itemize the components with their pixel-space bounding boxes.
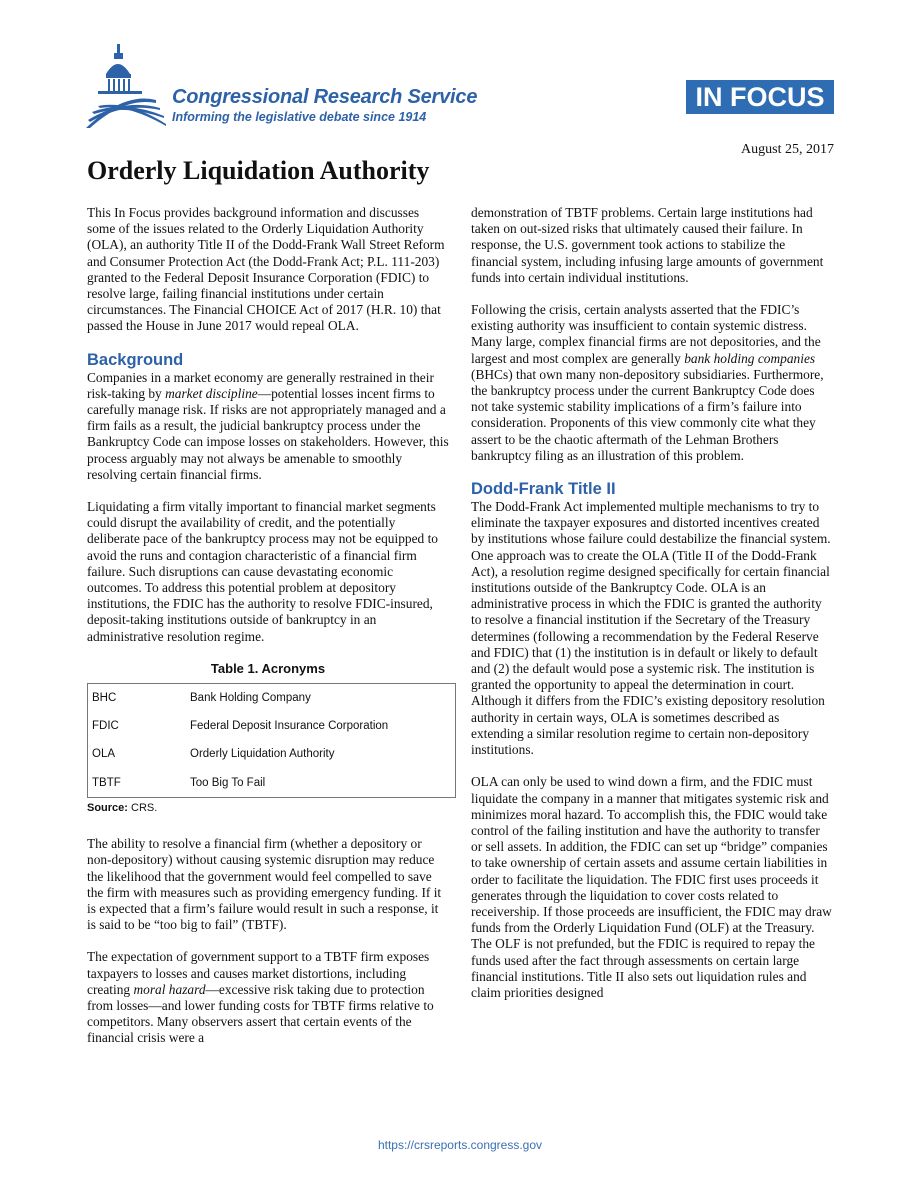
capitol-dome-icon (84, 40, 184, 132)
acronym-definition: Bank Holding Company (190, 692, 311, 705)
page-title: Orderly Liquidation Authority (87, 156, 430, 185)
dodd-frank-paragraph: The Dodd-Frank Act implemented multiple mechanisms to try to eliminate the taxpayer exposures and distorted incentives created by institutions whose failure could destabilize the financial system. One approach was to create the OLA (Title II of the Dodd-Frank Act), a resolution regime designed specifically for certain financial institutions outside of the Bankruptcy Code. OLA is an administrative process in which the FDIC is granted the authority to resolve a financial institution if the Secretary of the Treasury determines (following a recommendation by the Federal Reserve and FDIC) that (1) the institution is in default or likely to default and (2) the default would pose a systemic risk. The institution is granted the opportunity to appeal the determination in court. Although it differs from the FDIC’s existing depository resolution authority in certain ways, OLA is sometimes described as extending a similar resolution regime to certain non-depository institutions. (471, 499, 831, 758)
left-column (87, 205, 449, 1063)
background-paragraph-1: Companies in a market economy are generally restrained in their risk-taking by market discipline—potential losses incent firms to carefully manage risk. If risks are not appropriately managed and a firm fails as a result, the judicial bankruptcy process under the Bankruptcy Code can impose losses on stakeholders. However, this process arguably may not always be amenable to smoothly resolving certain financial firms. (87, 369, 449, 482)
org-tagline: Informing the legislative debate since 1914 (172, 110, 427, 124)
publication-date: August 25, 2017 (741, 142, 834, 157)
acronym: OLA (92, 748, 116, 761)
intro-paragraph: This In Focus provides background information and discusses some of the issues related to the Orderly Liquidation Authority (OLA), an authority Title II of the Dodd-Frank Wall Street Reform and Consumer Protection Act (the Dodd-Frank Act; P.L. 111-203) granted to the Federal Deposit Insurance Corporation (FDIC) to resolve large, failing financial institutions under certain circumstances. The Financial CHOICE Act of 2017 (H.R. 10) that passed the House in June 2017 would repeal OLA. (87, 205, 445, 334)
acronym-definition: Too Big To Fail (190, 776, 266, 789)
term-market-discipline: market discipline (165, 385, 258, 401)
table-row (88, 740, 456, 768)
in-focus-badge: IN FOCUS (686, 80, 834, 114)
tbtf-paragraph: The ability to resolve a financial firm (whether a depository or non-depository) without causing systemic disruption may reduce the likelihood that the government would feel compelled to save the firm with measures such as providing emergency funding. If it is expected that a firm’s failure would result in such a response, it is said to be “too big to fail” (TBTF). (87, 836, 442, 933)
section-heading-background: Background (87, 350, 184, 369)
acronym: BHC (92, 692, 117, 705)
background-paragraph-2: Liquidating a firm vitally important to financial market segments could disrupt the availability of credit, and the potentially deliberate pace of the bankruptcy process may not be equipped to avoid the runs and contagion characteristic of a financial firm failure. Such disruptions can cause devastating economic outcomes. To address this potential problem at depository institutions, the FDIC has the authority to resolve FDIC-insured, deposit-taking institutions outside of bankruptcy in an administrative resolution regime. (87, 499, 439, 644)
crisis-paragraph: demonstration of TBTF problems. Certain large institutions had taken on out-sized risks that ultimately caused their failure. In response, the U.S. government took actions to stabilize the financial system, including infusing large amounts of government funds into certain individual institutions. (471, 205, 824, 285)
ola-paragraph: OLA can only be used to wind down a firm, and the FDIC must liquidate the company in a manner that mitigates systemic risk and minimizes moral hazard. To accomplish this, the FDIC would take control of the failing institution and have the authority to transfer or sell assets. In addition, the FDIC can set up “bridge” companies to take ownership of certain assets and assume certain liabilities in order to facilitate the liquidation. The FDIC first uses proceeds it generates through the liquidation to cover costs related to receivership. If those proceeds are insufficient, the FDIC may draw funds from the Orderly Liquidation Fund (OLF) at the Treasury. The OLF is not prefunded, but the FDIC is required to repay the funds used after the fact through assessments on certain large financial institutions. Title II also sets out liquidation rules and claim priorities designed (471, 774, 832, 1000)
term-bank-holding-companies: bank holding companies (684, 350, 816, 366)
analysts-paragraph: Following the crisis, certain analysts asserted that the FDIC’s existing authority was insufficient to contain systemic distress. Many large, complex financial firms are not depositories, and the largest and most complex are generally bank holding companies (BHCs) that own many non-depository subsidiaries. Furthermore, the bankruptcy process under the current Bankruptcy Code does not take systemic stability implications of a firm’s failure into consideration. Proponents of this view commonly cite what they assert to be the chaotic aftermath of the Lehman Brothers bankruptcy filing as an illustration of this problem. (471, 302, 824, 463)
acronym: TBTF (92, 776, 121, 789)
moral-hazard-paragraph: The expectation of government support to a TBTF firm exposes taxpayers to losses and causes market distortions, including creating moral hazard—excessive risk taking due to protection from losses—and lower funding costs for TBTF firms relative to competitors. Many observers assert that certain events of the financial crisis were a (87, 949, 434, 1046)
footer-url-link[interactable]: https://crsreports.congress.gov (377, 1138, 543, 1152)
table-row (88, 684, 456, 713)
acronym-definition: Federal Deposit Insurance Corporation (190, 720, 389, 733)
acronym: FDIC (92, 720, 119, 733)
section-heading-dodd-frank-title-ii: Dodd-Frank Title II (471, 480, 616, 499)
acronyms-table (87, 683, 456, 798)
table-row (88, 712, 456, 740)
table-row (88, 769, 456, 798)
table-caption: Table 1. Acronyms (210, 660, 326, 676)
right-column (471, 205, 833, 1017)
org-name: Congressional Research Service (172, 86, 478, 108)
acronym-definition: Orderly Liquidation Authority (190, 748, 335, 761)
term-moral-hazard: moral hazard (133, 981, 206, 997)
table-source: Source: CRS. (87, 801, 158, 814)
